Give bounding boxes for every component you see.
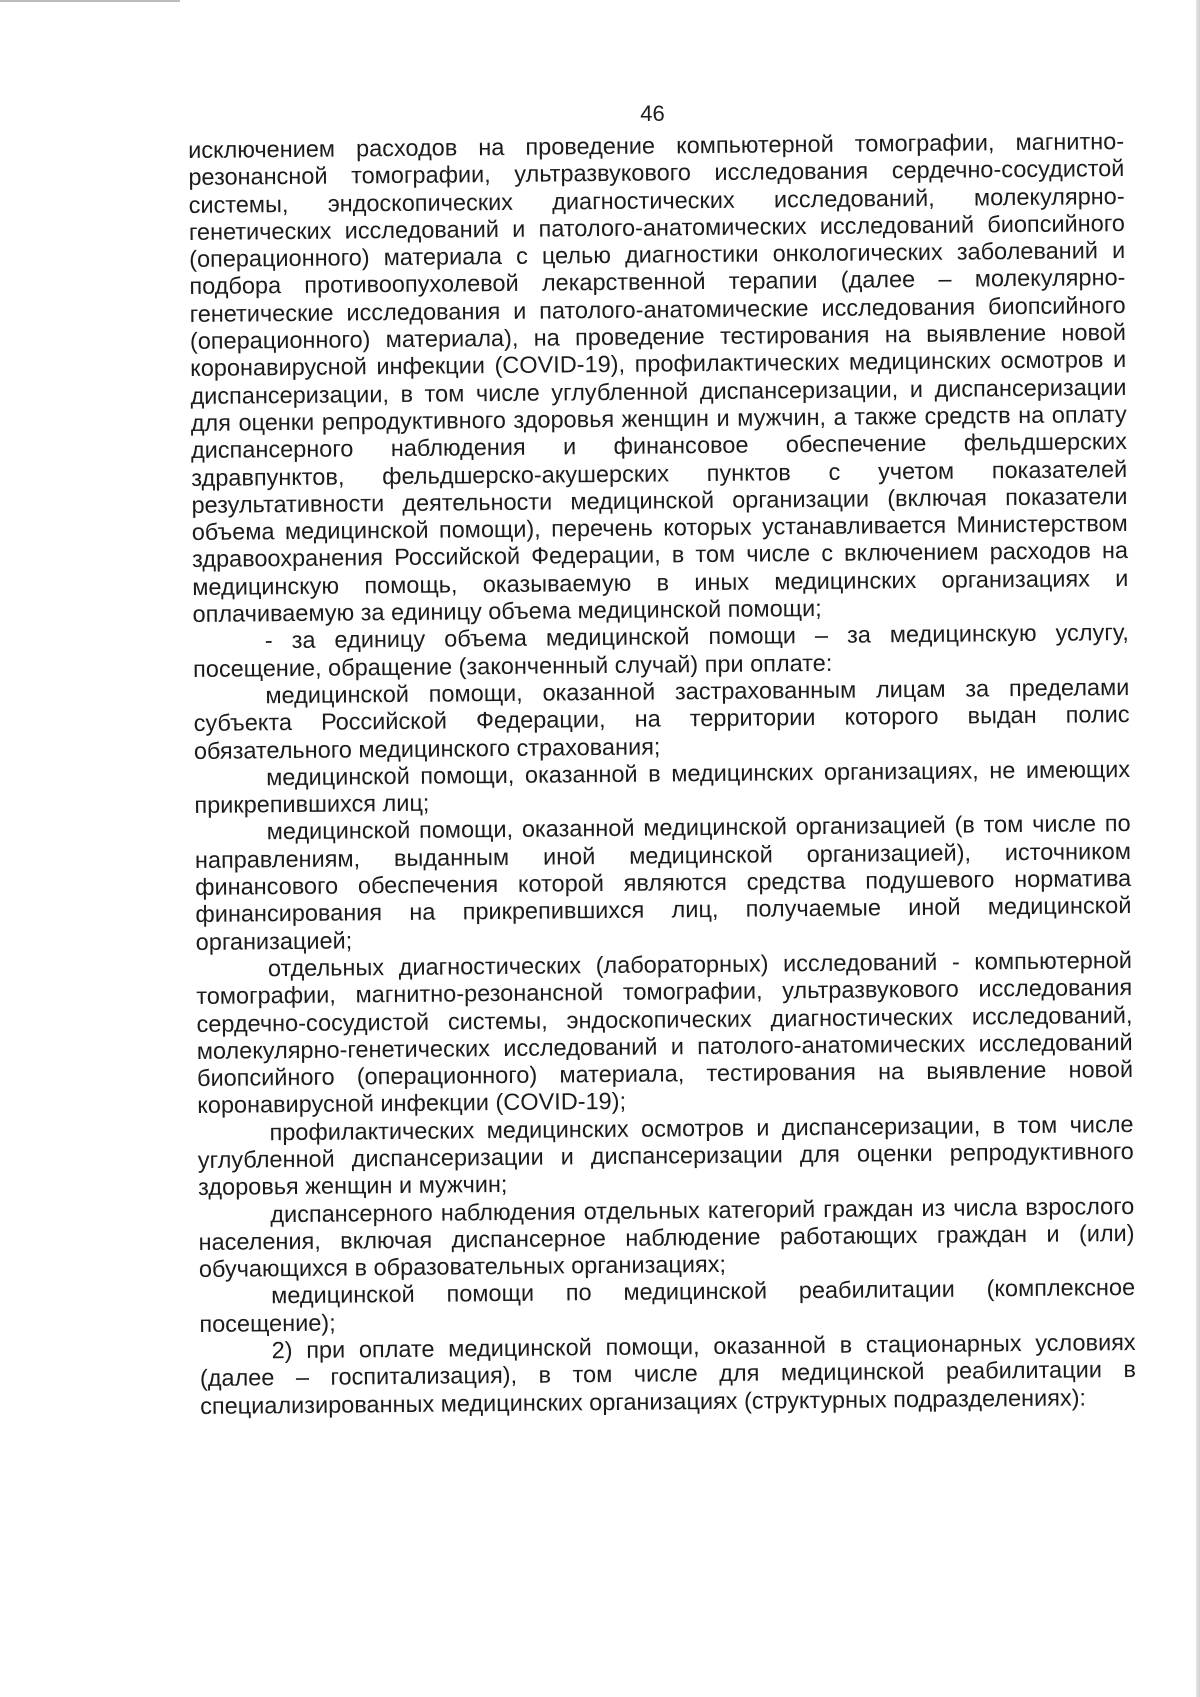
paragraph-3: медицинской помощи, оказанной застрахованным лицам за пределами субъекта Российской Федерации, на территории которого выдан полис обязательного медицинского страхования; bbox=[193, 673, 1130, 764]
document-body bbox=[188, 128, 1136, 1420]
paragraph-2: - за единицу объема медицинской помощи – за медицинскую услугу, посещение, обращение (законченный случай) при оплате: bbox=[192, 619, 1129, 682]
scan-edge-top bbox=[0, 0, 180, 2]
paragraph-1: исключением расходов на проведение компьютерной томографии, магнитно-резонансной томографии, ультразвукового исследования сердечно-сосудистой системы, эндоскопических диагностических исследований, молекулярно-генетических исследований и патолого-анатомических исследований биопсийного (операционного) материала с целью диагностики онкологических заболеваний и подбора противоопухолевой лекарственной терапии (далее – молекулярно-генетические исследования и патолого-анатомические исследования биопсийного (операционного) материала), на проведение тестирования на выявление новой коронавирусной инфекции (COVID-19), профилактических медицинских осмотров и диспансеризации, в том числе углубленной диспансеризации, и диспансеризации для оценки репродуктивного здоровья женщин и мужчин, а также средств на оплату диспансерного наблюдения и финансовое обеспечение фельдшерских здравпунктов, фельдшерско-акушерских пунктов с учетом показателей результативности деятельности медицинской организации (включая показатели объема медицинской помощи), перечень которых устанавливается Министерством здравоохранения Российской Федерации, в том числе с включением расходов на медицинскую помощь, оказываемую в иных медицинских организациях и оплачиваемую за единицу объема медицинской помощи; bbox=[188, 128, 1129, 628]
paragraph-10: 2) при оплате медицинской помощи, оказанной в стационарных условиях (далее – госпитализация), в том числе для медицинской реабилитации в специализированных медицинских организациях (структурных подразделениях): bbox=[199, 1329, 1136, 1419]
scan-edge-right bbox=[1196, 0, 1200, 1697]
paragraph-9: медицинской помощи по медицинской реабилитации (комплексное посещение); bbox=[199, 1274, 1136, 1337]
paragraph-6: отдельных диагностических (лабораторных) исследований - компьютерной томографии, магнитно-резонансной томографии, ультразвукового исследования сердечно-сосудистой системы, эндоскопических диагностических исследований, молекулярно-генетических исследований и патолого-анатомических исследований биопсийного (операционного) материала, тестирования на выявление новой коронавирусной инфекции (COVID-19); bbox=[196, 946, 1134, 1119]
paragraph-5: медицинской помощи, оказанной медицинской организацией (в том числе по направлениям, выданным иной медицинской организацией), источником финансового обеспечения которой являются средства подушевого норматива финансирования на прикрепившихся лиц, получаемые иной медицинской организацией; bbox=[194, 810, 1132, 955]
page-number: 46 bbox=[640, 101, 665, 126]
paragraph-7: профилактических медицинских осмотров и диспансеризации, в том числе углубленной диспансеризации и диспансеризации для оценки репродуктивного здоровья женщин и мужчин; bbox=[197, 1110, 1134, 1201]
paragraph-4: медицинской помощи, оказанной в медицинских организациях, не имеющих прикрепившихся лиц; bbox=[194, 755, 1131, 819]
paragraph-8: диспансерного наблюдения отдельных категорий граждан из числа взрослого населения, включая диспансерное наблюдение работающих граждан и (или) обучающихся в образовательных организациях; bbox=[198, 1192, 1135, 1283]
